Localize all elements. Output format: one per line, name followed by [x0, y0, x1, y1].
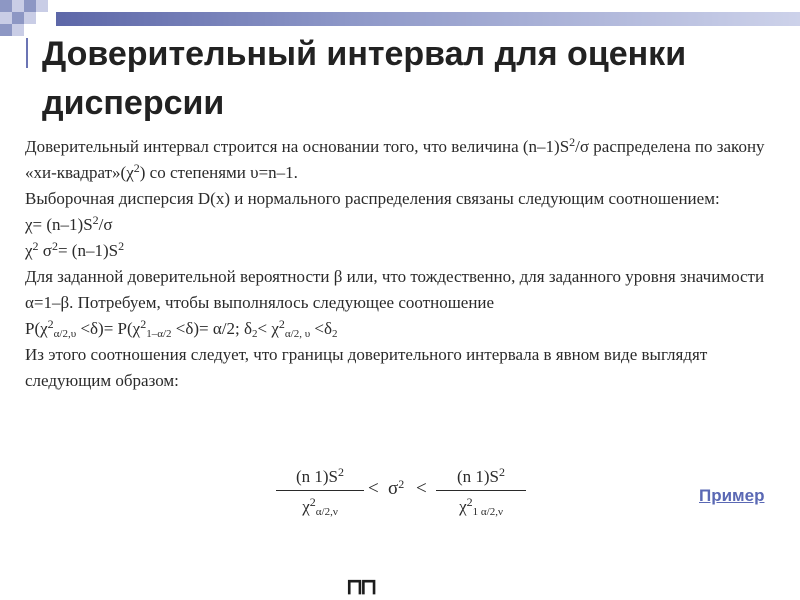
superscript: 2 — [569, 135, 576, 149]
text-run: χ — [25, 241, 33, 260]
superscript: 2 — [133, 161, 140, 175]
decor-square — [24, 12, 36, 24]
text-run: Доверительный интервал строится на основании того, что величина (n–1)S — [25, 137, 570, 156]
decor-square — [12, 24, 24, 36]
subscript: α/2,ν — [315, 506, 338, 518]
right-fraction — [436, 464, 526, 519]
equation-2 — [8, 238, 788, 264]
superscript: 2 — [92, 213, 99, 227]
superscript: 2 — [118, 239, 125, 253]
sigma-squared — [388, 478, 404, 500]
decor-square — [24, 0, 36, 12]
text-run: σ — [38, 241, 52, 260]
superscript: 2 — [278, 317, 285, 331]
superscript: 2 — [47, 317, 54, 331]
text-run: <δ)= P(χ — [76, 319, 141, 338]
text-run: <δ — [310, 319, 333, 338]
superscript: 2 — [338, 465, 345, 479]
text-run: (n 1)S — [295, 467, 339, 486]
equation-1 — [8, 212, 788, 238]
example-link[interactable]: Пример — [699, 486, 765, 505]
decor-square — [0, 12, 12, 24]
text-run: /σ — [98, 215, 113, 234]
text-run: P(χ — [25, 319, 48, 338]
superscript: 2 — [499, 465, 506, 479]
text-run: = (n–1)S — [57, 241, 119, 260]
text-run: <δ)= α/2; δ — [171, 319, 252, 338]
text-run: σ — [388, 478, 399, 499]
left-numerator — [276, 464, 364, 491]
superscript: 2 — [51, 239, 58, 253]
accent-bar — [56, 12, 800, 26]
superscript: 2 — [466, 495, 473, 509]
paragraph-4: Из этого соотношения следует, что границы доверительного интервала в явном виде выглядят следующим образом: — [25, 345, 708, 390]
left-denominator — [276, 491, 364, 519]
less-than-sign: < — [416, 478, 427, 499]
less-than-sign: < — [368, 478, 379, 499]
superscript: 2 — [140, 317, 147, 331]
decor-square — [12, 0, 24, 12]
slide-body — [8, 134, 788, 394]
text-run: χ — [459, 497, 467, 516]
decor-square — [36, 0, 48, 12]
equation-3 — [8, 316, 788, 342]
subscript: 2 — [252, 328, 258, 340]
subscript: 1–α/2 — [146, 328, 172, 340]
paragraph-2: Выборочная дисперсия D(x) и нормального распределения связаны следующим соотношением: — [25, 189, 720, 208]
text-run: ) со степенями υ=n–1. — [139, 163, 298, 182]
text-run: < χ — [257, 319, 279, 338]
decor-square — [0, 24, 12, 36]
left-fraction — [276, 464, 364, 519]
superscript: 2 — [398, 477, 405, 491]
paragraph-1 — [8, 134, 788, 186]
text-run: χ — [302, 497, 310, 516]
right-numerator — [436, 464, 526, 491]
subscript: 2 — [332, 328, 338, 340]
right-denominator — [436, 491, 526, 519]
superscript: 2 — [32, 239, 39, 253]
nav-icon[interactable]: ⊓⊓ — [346, 574, 375, 599]
subscript: α/2,υ — [53, 328, 77, 340]
text-run: χ= (n–1)S — [25, 215, 93, 234]
text-run: (n 1)S — [456, 467, 500, 486]
slide-title: Доверительный интервал для оценки дисперсии — [42, 35, 687, 122]
decor-square — [12, 12, 24, 24]
accent-line — [26, 38, 28, 68]
subscript: α/2, υ — [284, 328, 311, 340]
superscript: 2 — [309, 495, 316, 509]
decor-square — [0, 0, 12, 12]
paragraph-3: Для заданной доверительной вероятности β или, что тождественно, для заданного уровня значимости α=1–β. Потребуем, чтобы выполнялось следующее соотношение — [25, 267, 765, 312]
subscript: 1 α/2,ν — [472, 506, 503, 518]
text-run: /σ распределена по закону «хи-квадрат»(χ — [25, 137, 765, 182]
